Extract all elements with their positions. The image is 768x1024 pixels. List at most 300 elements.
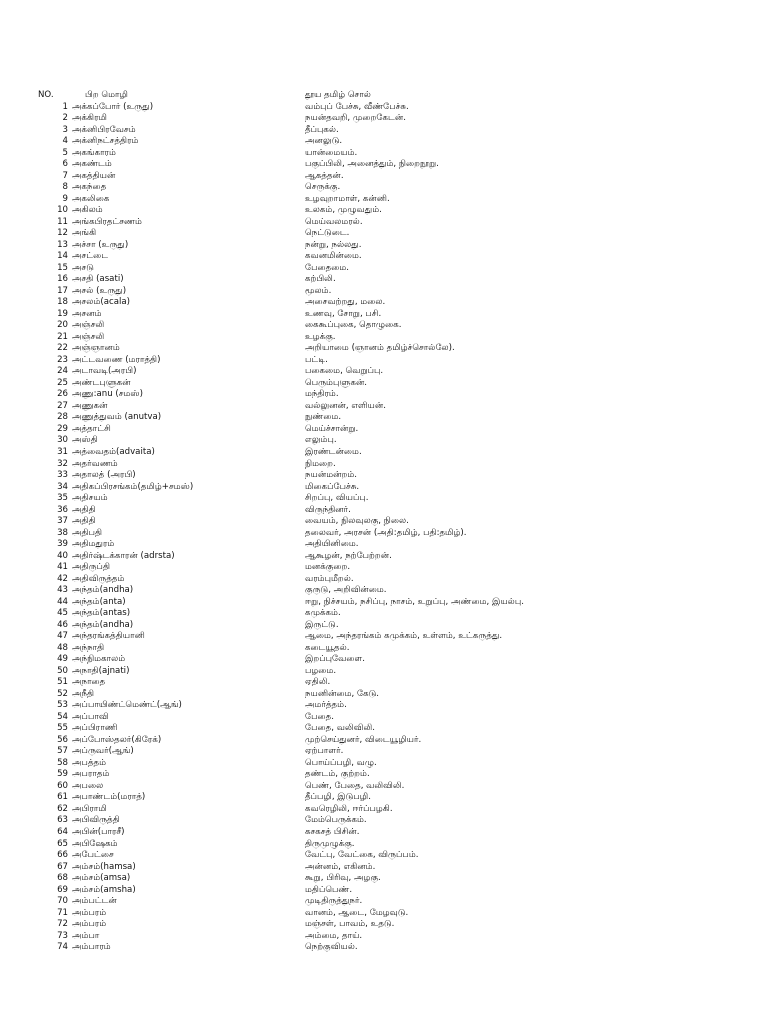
table-row: [0, 493, 768, 505]
foreign-word: அப்பிராணி: [72, 723, 118, 734]
row-number: 62: [57, 803, 68, 814]
table-row: [0, 182, 768, 194]
pure-tamil-word: நயன்மன்றம்.: [305, 470, 357, 481]
table-row: [0, 608, 768, 620]
row-number: 2: [62, 113, 68, 124]
table-row: [0, 896, 768, 908]
foreign-word: அங்கபிரதட்சணம்: [72, 216, 142, 227]
row-number: 45: [57, 608, 68, 619]
pure-tamil-word: வேட்பு, வேட்கை, விருப்பம்.: [305, 850, 419, 861]
row-number: 69: [57, 884, 68, 895]
foreign-word: அப்பாவி: [72, 711, 109, 722]
pure-tamil-word: கூறு, பிரிவு, அழகு.: [305, 873, 381, 884]
table-row: [0, 424, 768, 436]
row-number: 67: [57, 861, 68, 872]
table-row: [0, 804, 768, 816]
row-number: 17: [57, 285, 68, 296]
table-row: [0, 815, 768, 827]
row-number: 11: [57, 216, 68, 227]
pure-tamil-word: பகுப்பிலி, அனைத்தும், நிறைநூறு.: [305, 159, 439, 170]
row-number: 43: [57, 585, 68, 596]
row-number: 34: [57, 481, 68, 492]
row-number: 14: [57, 251, 68, 262]
pure-tamil-word: தீப்புகல்.: [305, 124, 339, 135]
row-number: 5: [62, 147, 68, 158]
table-row: [0, 792, 768, 804]
foreign-word: அந்தரங்கத்தியானி: [72, 631, 145, 642]
pure-tamil-word: நிமறை.: [305, 458, 336, 469]
foreign-word: அங்கி: [72, 228, 97, 239]
pure-tamil-word: வல்லுனன், எளியன்.: [305, 400, 386, 411]
table-row: [0, 850, 768, 862]
foreign-word: அப்பாயிண்ட்மெண்ட்(ஆங்): [72, 700, 182, 711]
pure-tamil-word: மேம்பெருக்கம்.: [305, 815, 367, 826]
foreign-word: அசட்டை: [72, 251, 109, 262]
foreign-word: அபிராமி: [72, 803, 107, 814]
pure-tamil-word: மெய்ச்சான்று.: [305, 423, 359, 434]
row-number: 28: [57, 412, 68, 423]
table-row: [0, 700, 768, 712]
row-number: 44: [57, 596, 68, 607]
row-number: 32: [57, 458, 68, 469]
table-row: [0, 482, 768, 494]
row-number: 38: [57, 527, 68, 538]
pure-tamil-word: இறப்புவேளை.: [305, 654, 365, 665]
table-row: [0, 873, 768, 885]
table-row: [0, 148, 768, 160]
pure-tamil-word: பழமை.: [305, 665, 337, 676]
foreign-word: அம்சம்(amsa): [72, 873, 131, 884]
foreign-word: அணுகன்: [72, 400, 108, 411]
table-row: [0, 194, 768, 206]
pure-tamil-word: முடிதிருத்துநர்.: [305, 896, 363, 907]
table-row: [0, 505, 768, 517]
table-row: [0, 102, 768, 114]
foreign-word: அக்னிபிரவேசம்: [72, 124, 136, 135]
pure-tamil-word: உணவு, சோறு, பசி.: [305, 308, 382, 319]
row-number: 24: [57, 366, 68, 377]
foreign-word: அகிலம்: [72, 205, 103, 216]
pure-tamil-word: அசைவற்றது, மலை.: [305, 297, 386, 308]
pure-tamil-word: வையம், நிலவுலகு, நிலை.: [305, 516, 409, 527]
table-row: [0, 366, 768, 378]
row-number: 36: [57, 504, 68, 515]
table-row: [0, 412, 768, 424]
row-number: 50: [57, 665, 68, 676]
table-row: [0, 562, 768, 574]
header-no: NO.: [38, 90, 54, 100]
table-row: [0, 240, 768, 252]
row-number: 10: [57, 205, 68, 216]
table-row: [0, 931, 768, 943]
row-number: 26: [57, 389, 68, 400]
pure-tamil-word: சிறப்பு, வியப்பு.: [305, 493, 369, 504]
foreign-word: அதிசயம்: [72, 493, 108, 504]
pure-tamil-word: நெற்குவியல்.: [305, 942, 358, 953]
foreign-word: அகண்டம்: [72, 159, 112, 170]
foreign-word: அடாவடி(அரபி): [72, 366, 137, 377]
foreign-word: அம்பாரம்: [72, 942, 111, 953]
pure-tamil-word: பேதை.: [305, 711, 334, 722]
row-number: 29: [57, 423, 68, 434]
row-number: 49: [57, 654, 68, 665]
row-number: 12: [57, 228, 68, 239]
pure-tamil-word: நெட்டுடை.: [305, 228, 350, 239]
row-number: 72: [57, 919, 68, 930]
foreign-word: அஞ்ஞானம்: [72, 343, 120, 354]
pure-tamil-word: பட்டி.: [305, 354, 328, 365]
pure-tamil-word: விருந்தினர்.: [305, 504, 351, 515]
foreign-word: அதர்வணம்: [72, 458, 118, 469]
table-row: [0, 677, 768, 689]
row-number: 21: [57, 331, 68, 342]
foreign-word: அகலிகை: [72, 193, 110, 204]
foreign-word: அகத்தியன்: [72, 170, 116, 181]
table-row: [0, 769, 768, 781]
pure-tamil-word: அனலுடு.: [305, 136, 343, 147]
foreign-word: அசனம்: [72, 308, 102, 319]
table-row: [0, 171, 768, 183]
row-number: 33: [57, 470, 68, 481]
table-row: [0, 908, 768, 920]
foreign-word: அந்நாதி: [72, 642, 105, 653]
row-number: 39: [57, 539, 68, 550]
foreign-word: அச்சா (உருது): [72, 239, 129, 250]
foreign-word: அம்பட்டன்: [72, 896, 117, 907]
foreign-word: அணுத்துவம் (anutva): [72, 412, 162, 423]
table-row: [0, 666, 768, 678]
table-row: [0, 781, 768, 793]
pure-tamil-word: குருடு, அறிவின்மை.: [305, 585, 387, 596]
row-number: 23: [57, 354, 68, 365]
table-row: [0, 113, 768, 125]
foreign-word: அதிபதி: [72, 527, 103, 538]
row-number: 4: [62, 136, 68, 147]
row-number: 57: [57, 746, 68, 757]
table-row: [0, 516, 768, 528]
table-row: [0, 620, 768, 632]
table-row: [0, 735, 768, 747]
foreign-word: அக்னிநட்சத்திரம்: [72, 136, 139, 147]
table-row: [0, 274, 768, 286]
foreign-word: அசடு: [72, 262, 94, 273]
pure-tamil-word: தண்டம், குற்றம்.: [305, 769, 370, 780]
foreign-word: அணு:anu (சமஸ்): [72, 389, 144, 400]
pure-tamil-word: எலும்பு.: [305, 435, 337, 446]
foreign-word: அதிவிருத்தம்: [72, 573, 125, 584]
pure-tamil-word: பேதைமை.: [305, 262, 350, 273]
pure-tamil-word: மந்திரம்.: [305, 389, 339, 400]
pure-tamil-word: மதிப்பெண்.: [305, 884, 353, 895]
row-number: 60: [57, 780, 68, 791]
foreign-word: அதிதி: [72, 516, 96, 527]
foreign-word: அசலம்(acala): [72, 297, 130, 308]
foreign-word: அபின்(பாரசீ): [72, 827, 125, 837]
pure-tamil-word: அம்மை, தாய்.: [305, 930, 363, 941]
foreign-word: அதிர்ஷ்டக்காரன் (adrsta): [72, 550, 175, 561]
foreign-word: அம்சம்(hamsa): [72, 861, 136, 872]
foreign-word: அநாதை: [72, 677, 106, 688]
table-row: [0, 159, 768, 171]
pure-tamil-word: ஏற்பாளர்.: [305, 746, 344, 757]
pure-tamil-word: அன்னம், எகினம்.: [305, 861, 376, 872]
row-number: 59: [57, 769, 68, 780]
pure-tamil-word: அறியாமை (ஞானம் தமிழ்ச்சொல்லே).: [305, 343, 455, 354]
foreign-word: அந்தம்(andha): [72, 585, 134, 596]
foreign-word: அபாண்டம்(மராத்): [72, 792, 146, 803]
foreign-word: அகங்காரம்: [72, 147, 116, 158]
table-row: [0, 205, 768, 217]
foreign-word: அத்வைதம்(advaita): [72, 446, 155, 457]
table-row: [0, 320, 768, 332]
header-foreign-word: பிற மொழி: [85, 90, 128, 100]
row-number: 55: [57, 723, 68, 734]
row-number: 8: [62, 182, 68, 193]
table-row: [0, 885, 768, 897]
table-row: [0, 389, 768, 401]
table-body: [0, 102, 768, 954]
row-number: 53: [57, 700, 68, 711]
foreign-word: அபத்தம்: [72, 757, 107, 768]
foreign-word: அஞ்சலி: [72, 331, 105, 342]
foreign-word: அதிதி: [72, 504, 96, 515]
row-number: 51: [57, 677, 68, 688]
foreign-word: அட்டவணை (மராத்தி): [72, 354, 161, 365]
pure-tamil-word: மிகைப்பேச்சு.: [305, 481, 360, 492]
row-number: 15: [57, 262, 68, 273]
row-number: 20: [57, 320, 68, 331]
foreign-word: அக்கப்போர் (உருது): [72, 101, 154, 112]
foreign-word: அபிஷேகம்: [72, 838, 118, 849]
pure-tamil-word: திருமுழுக்கு.: [305, 838, 355, 849]
row-number: 61: [57, 792, 68, 803]
table-row: [0, 470, 768, 482]
row-number: 40: [57, 550, 68, 561]
foreign-word: அண்டபுளுகன்: [72, 377, 131, 388]
foreign-word: அப்போஸ்தலர்(கிரேக்): [72, 734, 162, 745]
pure-tamil-word: கற்பிலி.: [305, 274, 336, 285]
pure-tamil-word: ஆகத்தன்.: [305, 170, 344, 181]
table-row: [0, 862, 768, 874]
row-number: 3: [62, 124, 68, 135]
pure-tamil-word: கடையூதல்.: [305, 642, 350, 653]
pure-tamil-word: மனக்குறை.: [305, 562, 351, 573]
pure-tamil-word: கமுக்கம்.: [305, 608, 341, 619]
row-number: 25: [57, 377, 68, 388]
foreign-word: அஞ்சலி: [72, 320, 105, 331]
pure-tamil-word: கசகசத் பிசின்.: [305, 827, 360, 837]
table-row: [0, 539, 768, 551]
row-number: 47: [57, 631, 68, 642]
table-row: [0, 125, 768, 137]
pure-tamil-word: வம்புப் பேச்சு, வீண்பேச்சு.: [305, 101, 409, 112]
table-header: [0, 90, 768, 102]
foreign-word: அதிருப்தி: [72, 562, 110, 573]
pure-tamil-word: யான்மையம்.: [305, 147, 358, 158]
table-row: [0, 251, 768, 263]
foreign-word: அக்கிரமி: [72, 113, 107, 124]
pure-tamil-word: உழக்கு.: [305, 331, 336, 342]
pure-tamil-word: தீப்பழி, இடுபழி.: [305, 792, 371, 803]
pure-tamil-word: பெண், பேதை, வலிவிலி.: [305, 780, 405, 791]
table-row: [0, 597, 768, 609]
foreign-word: அகந்தை: [72, 182, 107, 193]
pure-tamil-word: நயனின்மை, கேடு.: [305, 688, 380, 699]
pure-tamil-word: முற்செய்துனர், விடையூழியர்.: [305, 734, 422, 745]
foreign-word: அந்நிமகாலம்: [72, 654, 126, 665]
pure-tamil-word: இரண்டன்மை.: [305, 446, 362, 457]
pure-tamil-word: பேதை, வலிவிலி.: [305, 723, 375, 734]
table-row: [0, 839, 768, 851]
table-row: [0, 332, 768, 344]
table-row: [0, 574, 768, 586]
table-row: [0, 827, 768, 839]
pure-tamil-word: ஈறு, நிச்சயம், நசிப்பு, நாசம், உறுப்பு, அண்மை, இயல்பு.: [305, 596, 524, 607]
table-row: [0, 631, 768, 643]
row-number: 37: [57, 516, 68, 527]
foreign-word: அநீதி: [72, 688, 95, 699]
pure-tamil-word: ஏதிலி.: [305, 677, 331, 688]
row-number: 65: [57, 838, 68, 849]
table-row: [0, 459, 768, 471]
row-number: 48: [57, 642, 68, 653]
pure-tamil-word: மூலம்.: [305, 285, 332, 296]
table-row: [0, 263, 768, 275]
row-number: 42: [57, 573, 68, 584]
row-number: 66: [57, 850, 68, 861]
foreign-word: அந்தம்(anta): [72, 596, 126, 607]
row-number: 74: [57, 942, 68, 953]
foreign-word: அபராதம்: [72, 769, 110, 780]
table-row: [0, 228, 768, 240]
table-row: [0, 942, 768, 954]
row-number: 31: [57, 446, 68, 457]
header-pure-tamil: தூய தமிழ் சொல்: [305, 90, 371, 100]
row-number: 6: [62, 159, 68, 170]
pure-tamil-word: பெரும்புளுகன்.: [305, 377, 368, 388]
foreign-word: அபேட்சை: [72, 850, 114, 861]
pure-tamil-word: மெய்வலமரல்.: [305, 216, 363, 227]
row-number: 19: [57, 308, 68, 319]
pure-tamil-word: நன்று, நல்லது.: [305, 239, 362, 250]
row-number: 68: [57, 873, 68, 884]
foreign-word: அம்பரம்: [72, 919, 107, 930]
row-number: 30: [57, 435, 68, 446]
pure-tamil-word: வரம்புமீறல்.: [305, 573, 354, 584]
pure-tamil-word: பகைமை, வெறுப்பு.: [305, 366, 384, 377]
row-number: 52: [57, 688, 68, 699]
row-number: 46: [57, 619, 68, 630]
pure-tamil-word: இருட்டு.: [305, 619, 339, 630]
table-row: [0, 551, 768, 563]
row-number: 71: [57, 907, 68, 918]
pure-tamil-word: தலைவர், அரசன் (அதி:தமிழ், பதி:தமிழ்).: [305, 527, 467, 538]
row-number: 9: [62, 193, 68, 204]
table-row: [0, 758, 768, 770]
row-number: 22: [57, 343, 68, 354]
row-number: 1: [62, 101, 68, 112]
table-row: [0, 401, 768, 413]
pure-tamil-word: கைகூப்புகை, தொழுகை.: [305, 320, 402, 331]
table-row: [0, 712, 768, 724]
pure-tamil-word: ஆமை, அந்தரங்கம் கமுக்கம், உள்ளம், உட்கருத்து.: [305, 631, 503, 642]
table-row: [0, 286, 768, 298]
foreign-word: அப்ருவர்(ஆங்): [72, 746, 134, 757]
table-row: [0, 435, 768, 447]
foreign-word: அதிமதுரம்: [72, 539, 115, 550]
row-number: 73: [57, 930, 68, 941]
pure-tamil-word: வானம், ஆடை, மேழவுடு.: [305, 907, 409, 918]
foreign-word: அந்தம்(andha): [72, 619, 134, 630]
row-number: 56: [57, 734, 68, 745]
foreign-word: அந்தம்(antas): [72, 608, 131, 619]
foreign-word: அசதி (asati): [72, 274, 124, 285]
row-number: 27: [57, 400, 68, 411]
row-number: 13: [57, 239, 68, 250]
pure-tamil-word: மஞ்சள், பாவம், உதடு.: [305, 919, 395, 930]
foreign-word: அம்பரம்: [72, 907, 107, 918]
pure-tamil-word: உழவுறாமாள், கன்னி.: [305, 193, 390, 204]
table-row: [0, 136, 768, 148]
row-number: 54: [57, 711, 68, 722]
table-row: [0, 919, 768, 931]
row-number: 64: [57, 827, 68, 837]
pure-tamil-word: ஆகூழன், நற்பேற்றன்.: [305, 550, 392, 561]
foreign-word: அஸ்தி: [72, 435, 98, 446]
table-row: [0, 723, 768, 735]
table-row: [0, 654, 768, 666]
pure-tamil-word: பொய்ப்பழி, வழு.: [305, 757, 377, 768]
row-number: 41: [57, 562, 68, 573]
row-number: 70: [57, 896, 68, 907]
table-row: [0, 447, 768, 459]
table-row: [0, 297, 768, 309]
row-number: 16: [57, 274, 68, 285]
row-number: 7: [62, 170, 68, 181]
table-row: [0, 746, 768, 758]
pure-tamil-word: கவரெழிலி, ஈர்ப்பழகி.: [305, 803, 393, 814]
pure-tamil-word: செருக்கு.: [305, 182, 341, 193]
table-row: [0, 643, 768, 655]
foreign-word: அதாலத் (அரபி): [72, 470, 136, 481]
table-row: [0, 355, 768, 367]
row-number: 18: [57, 297, 68, 308]
table-row: [0, 343, 768, 355]
pure-tamil-word: உலகம், முழுவதும்.: [305, 205, 382, 216]
row-number: 35: [57, 493, 68, 504]
foreign-word: அசல் (உருது): [72, 285, 127, 296]
pure-tamil-word: நுண்மை.: [305, 412, 342, 423]
table-row: [0, 217, 768, 229]
pure-tamil-word: நயன்தவறி, முறைகேடன்.: [305, 113, 406, 124]
pure-tamil-word: அதியினிமை.: [305, 539, 359, 550]
table-row: [0, 585, 768, 597]
foreign-word: அபலை: [72, 780, 104, 791]
table-row: [0, 378, 768, 390]
foreign-word: அத்தாட்சி: [72, 423, 111, 434]
table-row: [0, 528, 768, 540]
table-row: [0, 309, 768, 321]
table-row: [0, 689, 768, 701]
pure-tamil-word: அமர்த்தம்.: [305, 700, 347, 711]
word-list: [0, 90, 768, 954]
pure-tamil-word: கவனமின்மை.: [305, 251, 362, 262]
row-number: 63: [57, 815, 68, 826]
foreign-word: அதிகப்பிரசங்கம்(தமிழ்+சமஸ்): [72, 481, 194, 492]
foreign-word: அம்சம்(amsha): [72, 884, 136, 895]
row-number: 58: [57, 757, 68, 768]
foreign-word: அபிவிருத்தி: [72, 815, 120, 826]
